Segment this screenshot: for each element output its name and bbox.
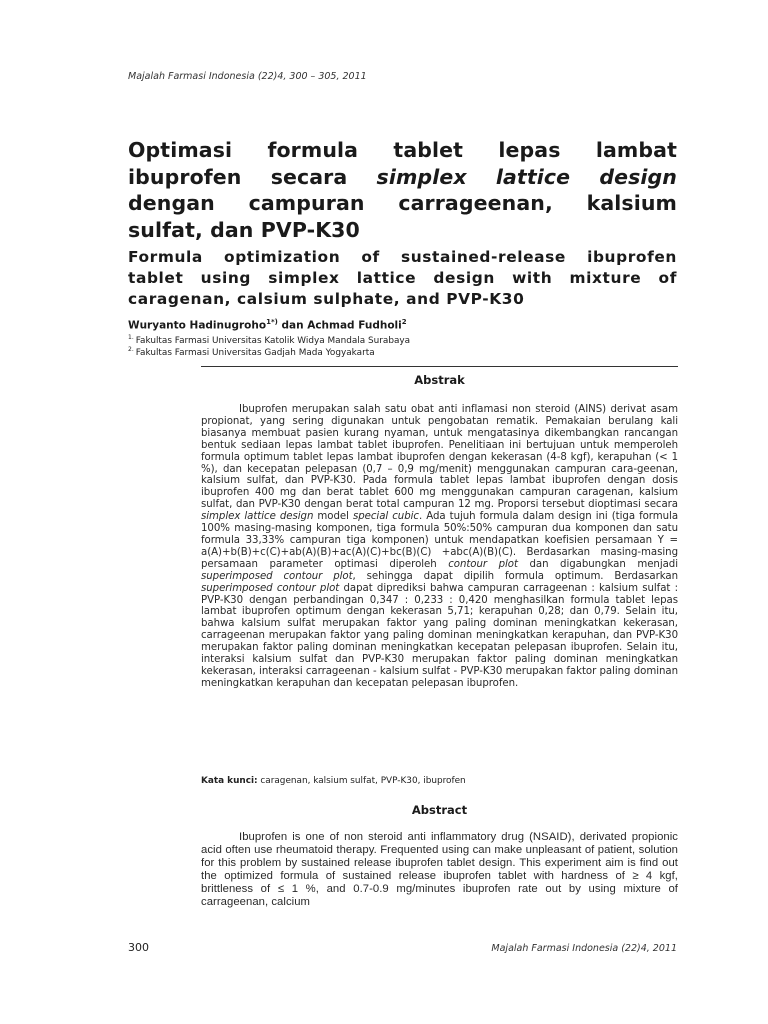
author-line	[128, 318, 407, 332]
keywords-line	[201, 776, 678, 786]
affiliation-2-text: Fakultas Farmasi Universitas Gadjah Mada Yogyakarta	[135, 347, 375, 358]
abstrak-segment: model	[313, 511, 353, 523]
abstrak-body	[201, 404, 678, 690]
article-title-english: Formula optimization of sustained-release ibuprofen tablet using simplex lattice design with mixture of caragenan, calsium sulphate, and PVP-K30	[128, 248, 677, 308]
footer-journal-citation: Majalah Farmasi Indonesia (22)4, 2011	[491, 943, 677, 954]
abstrak-segment: Ibuprofen merupakan salah satu obat anti inflamasi non steroid (AINS) derivat asam propionat, yang sering digunakan untuk pengobatan rematik. Pemakaian berulang kali biasanya membuat pasien kurang nyaman, untuk mengatasinya dikembangkan rancangan bentuk sediaan lepas lambat tablet ibuprofen. Penelitiaan ini bertujuan untuk memperoleh formula optimum tablet lepas lambat ibuprofen dengan kekerasan (4-8 kgf), kerapuhan (< 1 %), dan kecepatan pelepasan (0,7 – 0,9 mg/menit) menggunakan campuran cara-geenan, kalsium sulfat, dan PVP-K30. Pada formula tablet lepas lambat ibuprofen dengan dosis ibuprofen 400 mg dan berat tablet 600 mg menggunakan campuran caragenan, kalsium sulfat, dan PVP-K30 dengan berat total campuran 12 mg. Proporsi tersebut dioptimasi secara	[201, 404, 678, 511]
affiliation-1	[128, 334, 410, 346]
keywords-label: Kata kunci:	[201, 776, 258, 786]
abstrak-segment: dapat diprediksi bahwa campuran carrageenan : kalsium sulfat : PVP-K30 dengan perbandingan 0,347 : 0,233 : 0,420 menghasilkan formula tablet lepas lambat ibuprofen optimum dengan kekerasan 5,71; kerapuhan 0,28; dan 0,79. Selain itu, bahwa kalsium sulfat merupakan faktor yang paling dominan meningkatkan kekerasan, carrageenan merupakan faktor yang paling dominan meningkatkan kerapuhan, dan PVP-K30 merupakan faktor paling dominan meningkatkan kecepatan pelepasan ibuprofen. Selain itu, interaksi kalsium sulfat dan PVP-K30 merupakan faktor paling dominan meningkatkan kekerasan, interaksi carrageenan - kalsium sulfat - PVP-K30 merupakan faktor paling dominan meningkatkan kerapuhan dan kecepatan pelepasan ibuprofen.	[201, 582, 678, 689]
author-2-name: Achmad Fudholi	[307, 319, 402, 332]
title-part-1: Optimasi formula tablet lepas lambat ibuprofen secara	[128, 138, 677, 189]
abstrak-italic-term: special cubic	[352, 511, 419, 523]
abstrak-italic-term: simplex lattice design	[201, 511, 314, 523]
abstrak-heading: Abstrak	[414, 373, 465, 387]
affiliation-2-mark: 2.	[128, 346, 134, 353]
abstrak-italic-term: superimposed contour plot	[201, 570, 353, 582]
journal-header: Majalah Farmasi Indonesia (22)4, 300 – 305, 2011	[128, 71, 367, 82]
title-part-2: dengan campuran carrageenan, kalsium sulfat, dan PVP-K30	[128, 191, 677, 242]
keywords-text: caragenan, kalsium sulfat, PVP-K30, ibuprofen	[257, 776, 466, 786]
author-1-name: Wuryanto Hadinugroho	[128, 319, 267, 332]
affiliation-2	[128, 346, 375, 358]
abstrak-italic-term: contour plot	[448, 558, 518, 570]
author-2-affiliation-mark: 2	[401, 318, 407, 326]
title-italic-part: simplex lattice design	[376, 164, 678, 189]
affiliation-1-text: Fakultas Farmasi Universitas Katolik Widya Mandala Surabaya	[135, 335, 411, 346]
abstract-heading: Abstract	[411, 803, 468, 817]
abstrak-segment: . Ada tujuh formula dalam design ini (tiga formula 100% masing-masing komponen, tiga formula 50%:50% campuran dua komponen dan satu formula 33,33% campuran tiga komponen) untuk mendapatkan koefisien persamaan Y = a(A)+b(B)+c(C)+ab(A)(B)+ac(A)(C)+bc(B)(C) +abc(A)(B)(C). Berdasarkan masing-masing persamaan parameter optimasi diperoleh	[201, 511, 679, 570]
article-title-indonesian	[128, 137, 677, 243]
section-divider	[201, 366, 678, 367]
abstrak-segment: dan digabungkan menjadi	[517, 558, 678, 570]
affiliation-1-mark: 1.	[128, 334, 134, 341]
abstrak-segment: , sehingga dapat dipilih formula optimum. Berdasarkan	[352, 570, 678, 582]
abstrak-italic-term: superimposed contour plot	[201, 582, 340, 594]
author-connector: dan	[277, 319, 308, 332]
page-number: 300	[128, 941, 149, 954]
author-1-affiliation-mark: 1*)	[266, 318, 278, 326]
abstract-body: Ibuprofen is one of non steroid anti inflammatory drug (NSAID), derivated propionic acid often use rheumatoid therapy. Frequented using can make unpleasant of patient, solution for this problem by sustained release ibuprofen tablet design. This experiment aim is find out the optimized formula of sustained release ibuprofen tablet with hardness of ≥ 4 kgf, brittleness of ≤ 1 %, and 0.7-0.9 mg/minutes ibuprofen rate out by using mixture of carrageenan, calcium	[201, 831, 678, 909]
